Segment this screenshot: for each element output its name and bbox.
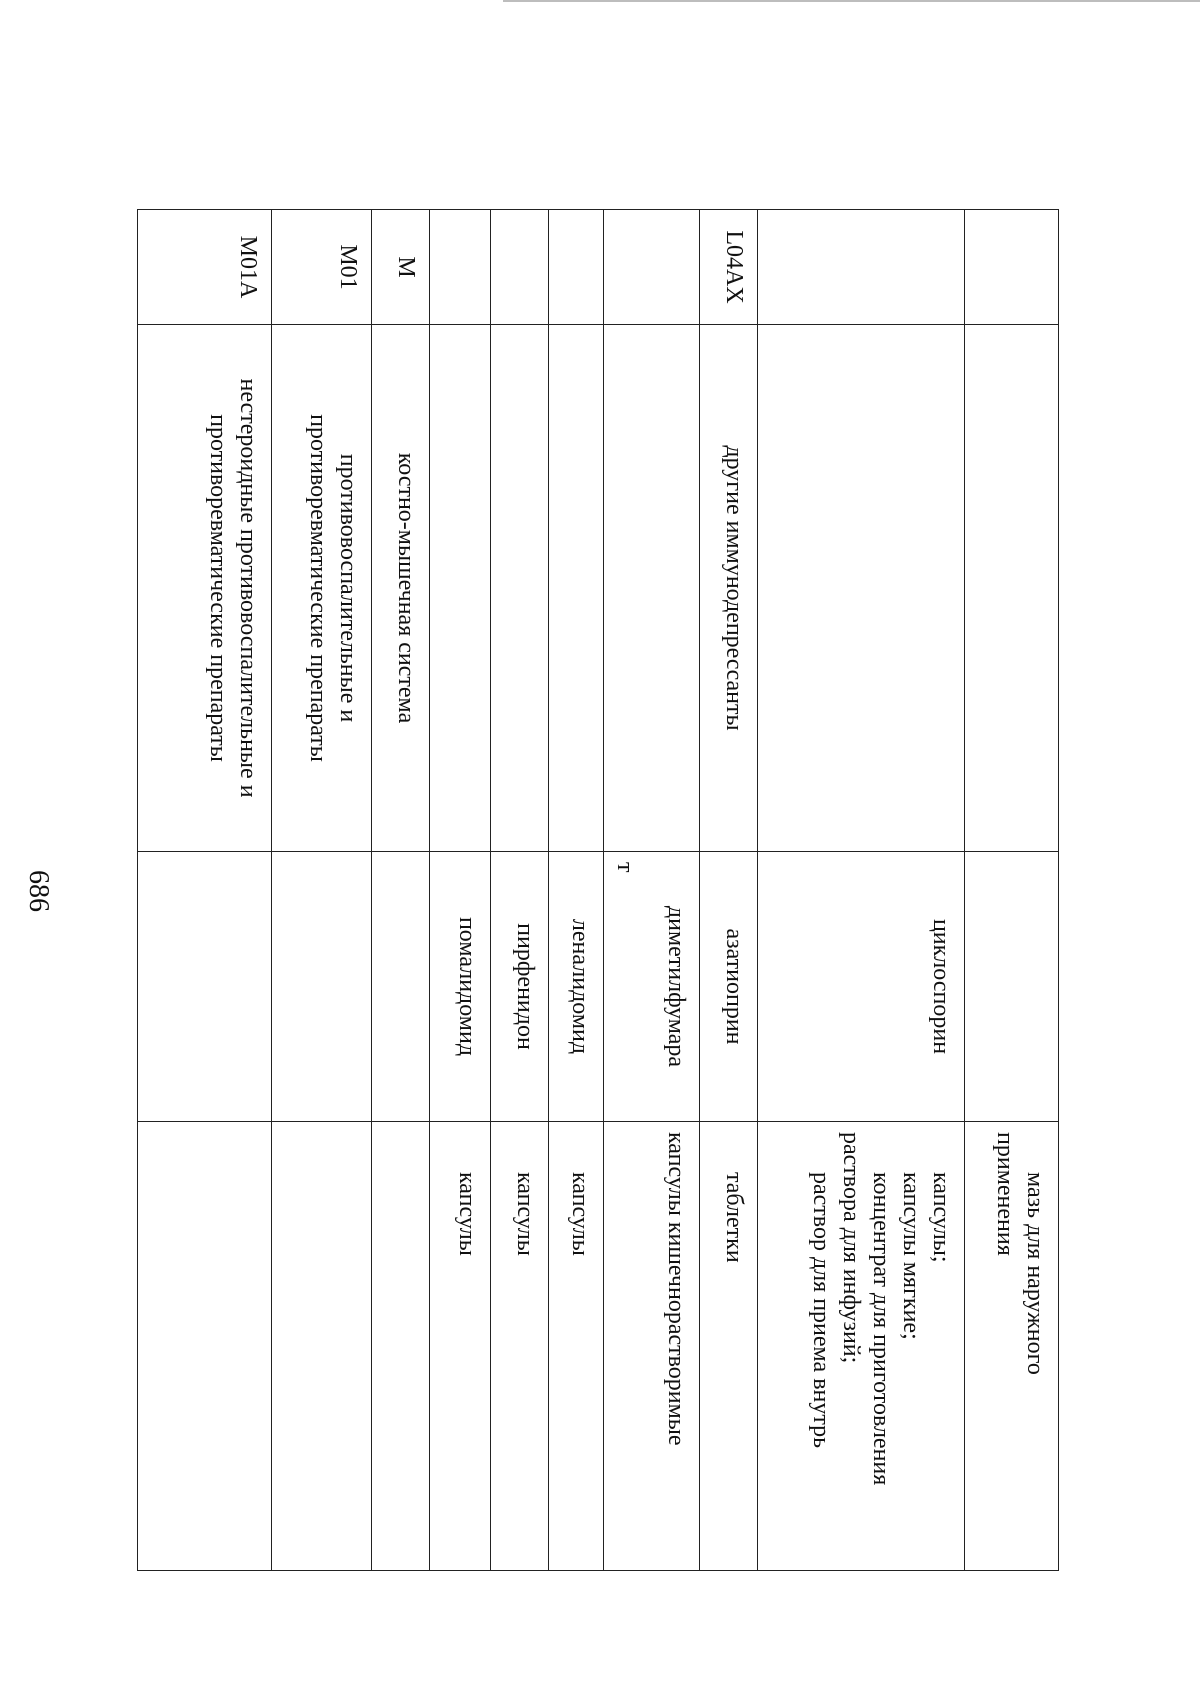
group-cell — [965, 325, 1059, 852]
table-row — [965, 210, 1059, 1571]
substance-cell: циклоспорин — [758, 852, 965, 1122]
dosage-form-line: капсулы кишечнорастворимые — [662, 1132, 689, 1446]
group-cell: другие иммунодепрессанты — [699, 325, 757, 852]
dosage-form-line: раствора для инфузий; — [838, 1132, 865, 1364]
table-row — [371, 210, 429, 1571]
dosage-form-line: концентрат для приготовления — [868, 1172, 895, 1486]
atc-code-cell: M01 — [271, 210, 371, 325]
scan-edge-line — [503, 0, 1200, 2]
table-row — [699, 210, 757, 1571]
page-number: 686 — [23, 870, 54, 912]
dosage-forms-cell — [699, 1122, 757, 1571]
group-cell — [758, 325, 965, 852]
substance-name: диметилфумара — [662, 905, 689, 1068]
table-row — [603, 210, 699, 1571]
group-cell — [603, 325, 699, 852]
atc-code-cell: M01A — [138, 210, 272, 325]
atc-code-cell: L04AX — [699, 210, 757, 325]
atc-code-cell — [430, 210, 491, 325]
group-cell — [490, 325, 548, 852]
dosage-forms-cell — [603, 1122, 699, 1571]
table-row — [271, 210, 371, 1571]
dosage-forms-cell — [490, 1122, 548, 1571]
drug-list-table — [137, 209, 1059, 1571]
dosage-form-line: капсулы — [453, 1172, 480, 1256]
substance-cell: азатиоприн — [699, 852, 757, 1122]
substance-cell — [271, 852, 371, 1122]
dosage-form-line: мазь для наружного — [1022, 1172, 1048, 1375]
dosage-forms-cell — [758, 1122, 965, 1571]
dosage-forms-cell — [430, 1122, 491, 1571]
dosage-form-line: капсулы; — [928, 1172, 955, 1263]
atc-code-cell — [965, 210, 1059, 325]
dosage-forms-cell — [371, 1122, 429, 1571]
substance-cell — [603, 852, 699, 1122]
group-cell: противовоспалительные и противоревматические препараты — [271, 325, 371, 852]
substance-cell: помалидомид — [430, 852, 491, 1122]
rotated-table-container — [137, 209, 1059, 1570]
group-cell — [549, 325, 603, 852]
dosage-form-line: таблетки — [721, 1172, 748, 1263]
table-row — [490, 210, 548, 1571]
dosage-form-line: раствор для приема внутрь — [808, 1172, 835, 1449]
dosage-form-line: капсулы — [566, 1172, 593, 1256]
table-row — [758, 210, 965, 1571]
atc-code-cell — [758, 210, 965, 325]
dosage-form-line: капсулы — [512, 1172, 539, 1256]
group-cell: нестероидные противовоспалительные и противоревматические препараты — [138, 325, 272, 852]
dosage-forms-cell — [965, 1122, 1059, 1571]
dosage-form-line: применения — [992, 1132, 1018, 1256]
table-row — [138, 210, 272, 1571]
substance-cell — [138, 852, 272, 1122]
substance-name-tail: т — [611, 862, 638, 873]
atc-code-cell — [549, 210, 603, 325]
dosage-forms-cell — [138, 1122, 272, 1571]
group-cell — [430, 325, 491, 852]
atc-code-cell — [490, 210, 548, 325]
group-cell: костно-мышечная система — [371, 325, 429, 852]
substance-cell: пирфенидон — [490, 852, 548, 1122]
substance-cell — [965, 852, 1059, 1122]
dosage-forms-cell — [271, 1122, 371, 1571]
atc-code-cell — [603, 210, 699, 325]
table-row — [549, 210, 603, 1571]
substance-cell — [371, 852, 429, 1122]
dosage-forms-cell — [549, 1122, 603, 1571]
dosage-form-line: капсулы мягкие; — [898, 1172, 925, 1340]
atc-code-cell: M — [371, 210, 429, 325]
table-row — [430, 210, 491, 1571]
substance-cell: леналидомид — [549, 852, 603, 1122]
